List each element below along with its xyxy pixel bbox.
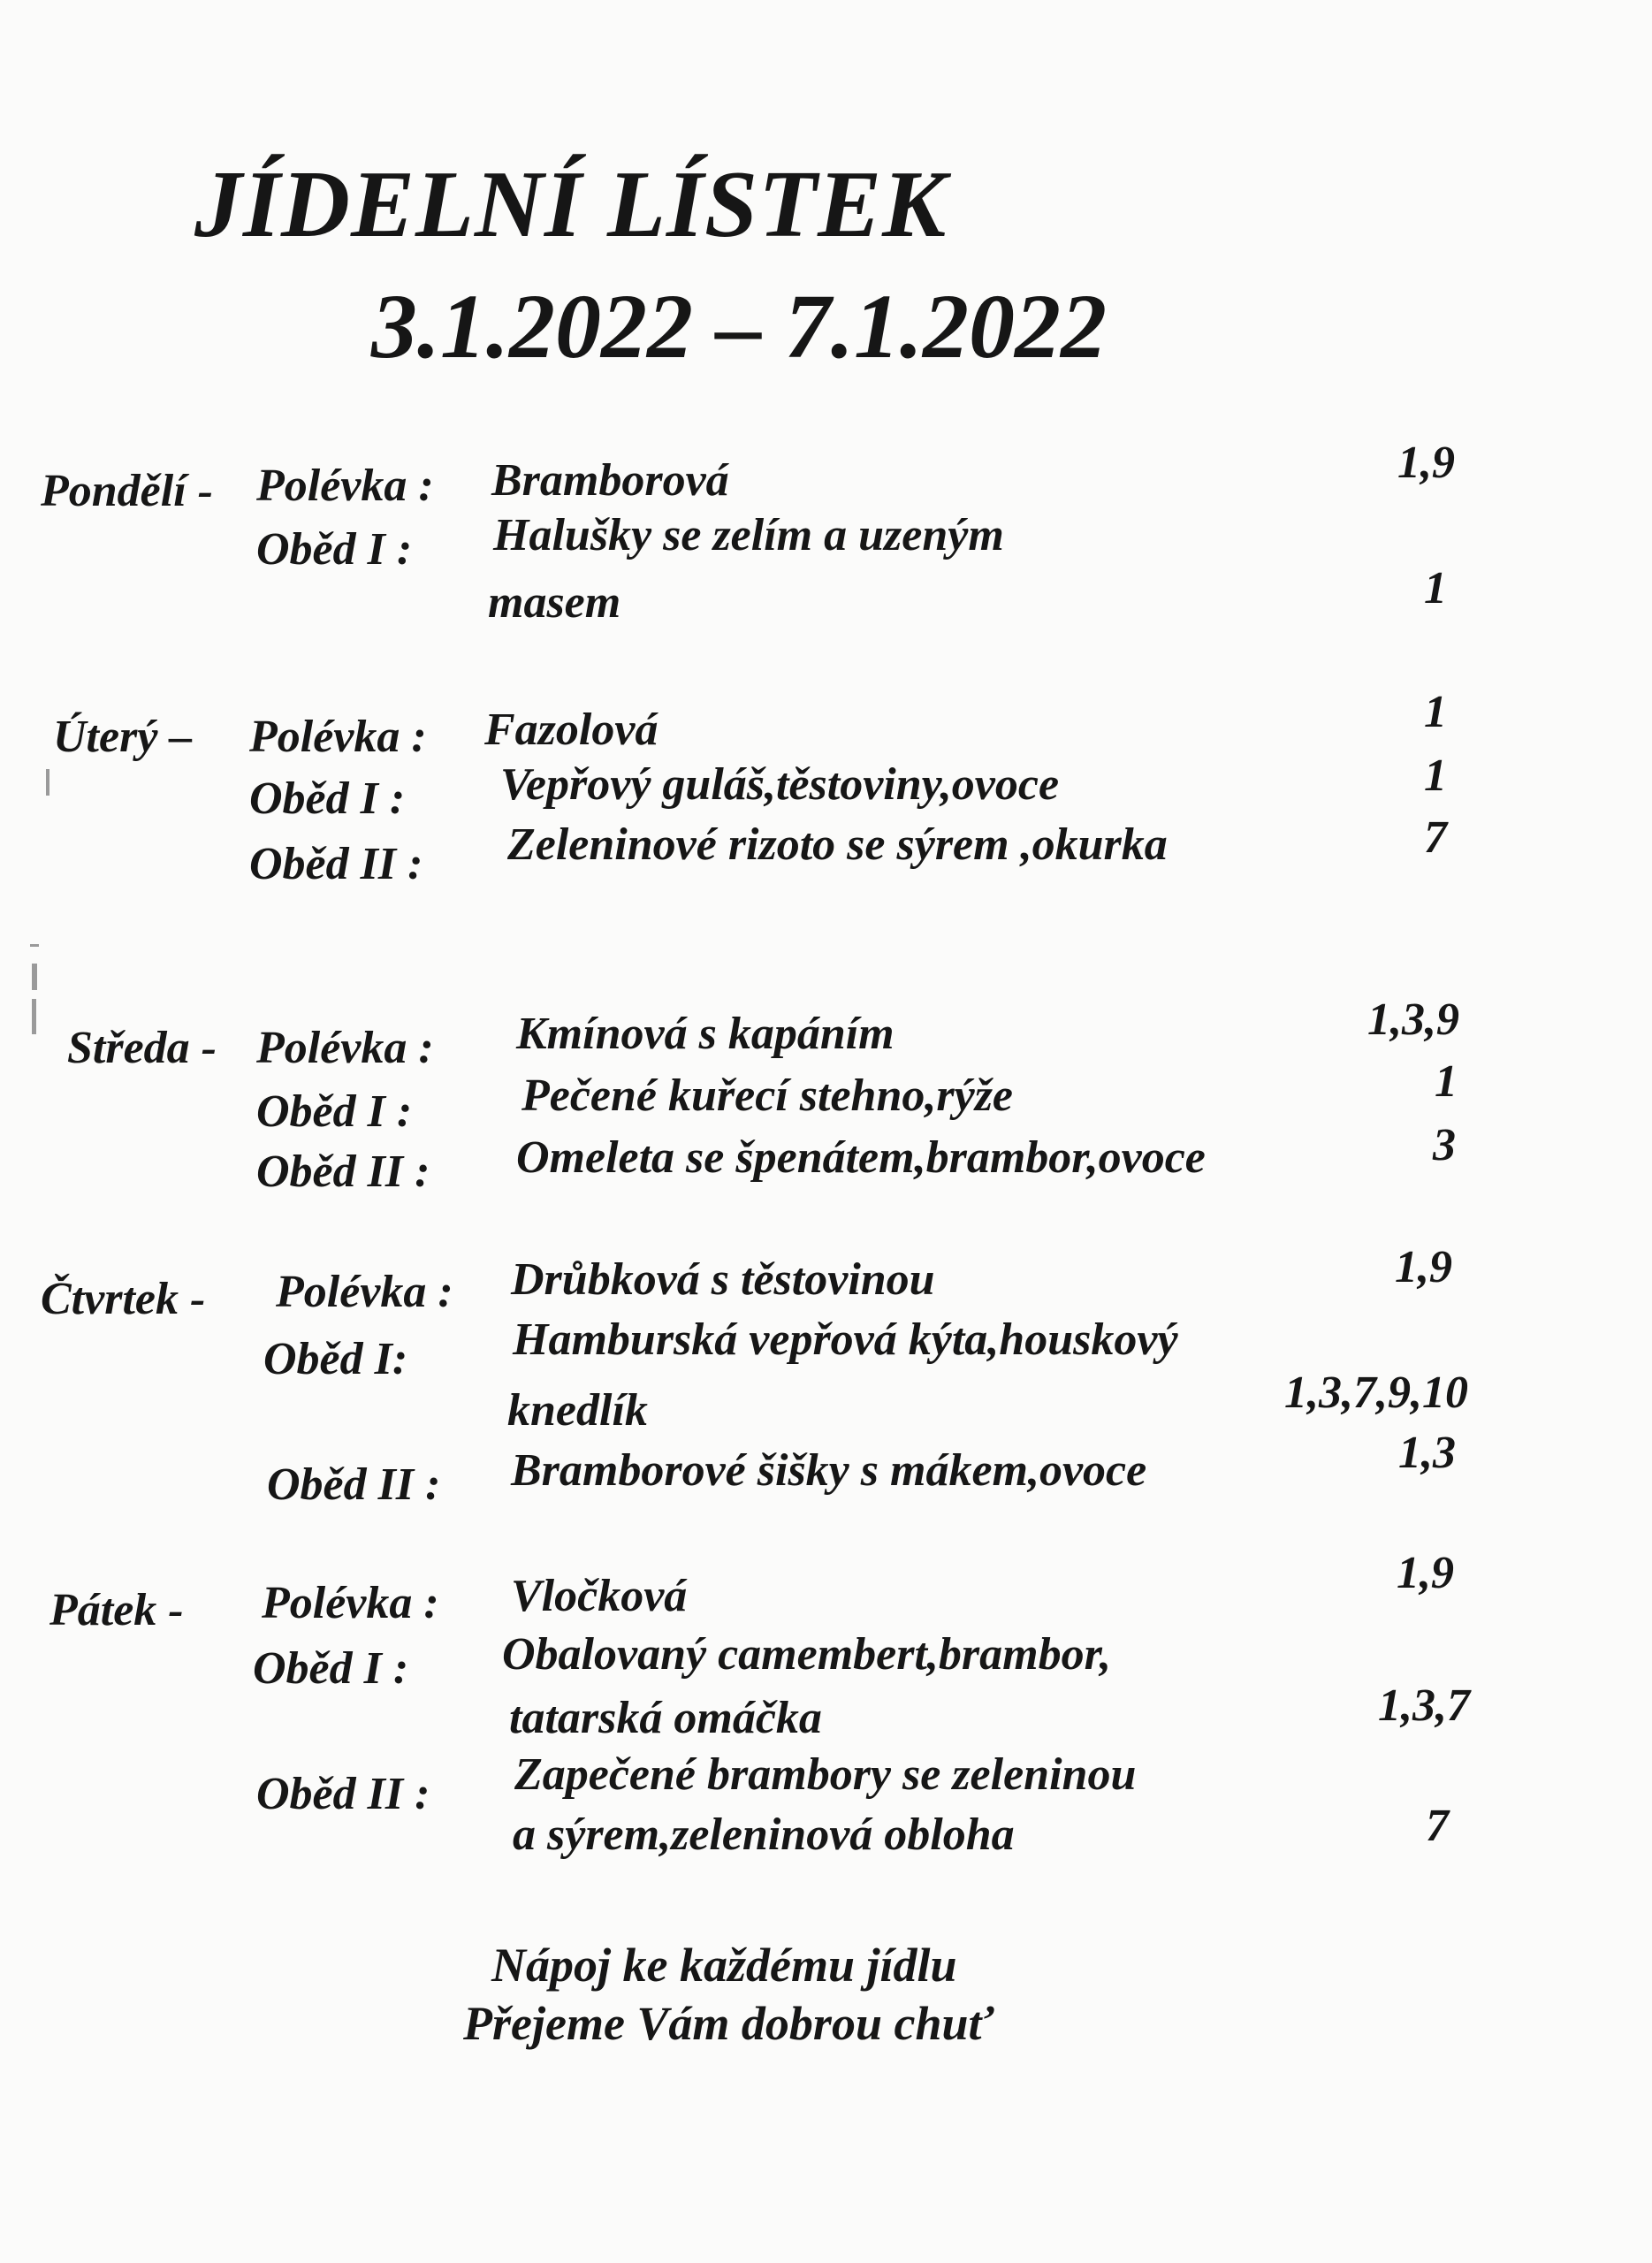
allergen-codes: 1,3,7,9,10 [1284, 1368, 1468, 1418]
allergen-codes: 1,9 [1395, 1242, 1452, 1292]
meal-text: Omeleta se špenátem,brambor,ovoce [516, 1132, 1206, 1183]
meal-text: Fazolová [484, 705, 659, 755]
allergen-codes: 7 [1426, 1801, 1449, 1851]
scan-artifact [46, 769, 49, 796]
meal-text: Hamburská vepřová kýta,houskový [513, 1314, 1178, 1365]
meal-text: Vločková [511, 1571, 688, 1621]
scan-artifact [32, 999, 36, 1034]
meal-text: Obalovaný camembert,brambor, [502, 1629, 1111, 1680]
day-label-tuesday: Úterý – [53, 712, 193, 762]
meal-text: Bramborové šišky s mákem,ovoce [511, 1445, 1147, 1496]
meal-text: Zeleninové rizoto se sýrem ,okurka [507, 819, 1168, 870]
page-title: JÍDELNÍ LÍSTEK [194, 152, 948, 257]
allergen-codes: 1,3 [1398, 1428, 1456, 1478]
meal-label: Polévka : [276, 1267, 453, 1317]
meal-text-continued: knedlík [507, 1385, 648, 1436]
meal-text: Bramborová [491, 455, 729, 506]
meal-label: Oběd I : [253, 1643, 409, 1694]
meal-label: Polévka : [256, 1023, 434, 1073]
allergen-codes: 1 [1435, 1056, 1458, 1107]
meal-text: Vepřový guláš,těstoviny,ovoce [500, 759, 1060, 810]
meal-label: Polévka : [262, 1578, 439, 1628]
day-label-thursday: Čtvrtek - [41, 1274, 206, 1324]
footer-wish: Přejeme Vám dobrou chuť [463, 1997, 994, 2050]
allergen-codes: 1 [1424, 563, 1447, 613]
allergen-codes: 1,9 [1397, 438, 1455, 488]
meal-label: Oběd II : [267, 1459, 441, 1510]
meal-label: Oběd II : [249, 839, 423, 889]
day-label-friday: Pátek - [49, 1585, 184, 1635]
scan-artifact [32, 964, 37, 990]
meal-label: Oběd I: [263, 1334, 408, 1384]
meal-label: Oběd I : [256, 524, 413, 575]
meal-label: Polévka : [256, 461, 434, 511]
meal-text: Kmínová s kapáním [516, 1009, 895, 1059]
footer-drink-note: Nápoj ke každému jídlu [491, 1939, 957, 1992]
meal-label: Polévka : [249, 712, 427, 762]
day-label-wednesday: Středa - [67, 1023, 217, 1073]
allergen-codes: 1,9 [1397, 1548, 1454, 1598]
allergen-codes: 7 [1424, 812, 1447, 863]
meal-text-continued: masem [488, 577, 621, 628]
meal-label: Oběd I : [249, 773, 406, 824]
day-label-monday: Pondělí - [41, 466, 213, 516]
allergen-codes: 1 [1424, 687, 1447, 737]
allergen-codes: 1 [1424, 751, 1447, 801]
allergen-codes: 1,3,7 [1378, 1680, 1470, 1731]
meal-label: Oběd I : [256, 1086, 413, 1137]
meal-text-continued: tatarská omáčka [509, 1693, 822, 1743]
meal-text: Pečené kuřecí stehno,rýže [521, 1071, 1014, 1121]
allergen-codes: 3 [1433, 1120, 1456, 1170]
meal-text: Drůbková s těstovinou [511, 1254, 935, 1305]
meal-text-continued: a sýrem,zeleninová obloha [513, 1810, 1015, 1860]
meal-text: Zapečené brambory se zeleninou [514, 1749, 1137, 1800]
meal-label: Oběd II : [256, 1769, 430, 1819]
meal-text: Halušky se zelím a uzeným [493, 510, 1004, 560]
allergen-codes: 1,3,9 [1367, 994, 1459, 1045]
date-range: 3.1.2022 – 7.1.2022 [371, 276, 1107, 377]
scan-artifact [30, 944, 39, 947]
meal-label: Oběd II : [256, 1147, 430, 1197]
